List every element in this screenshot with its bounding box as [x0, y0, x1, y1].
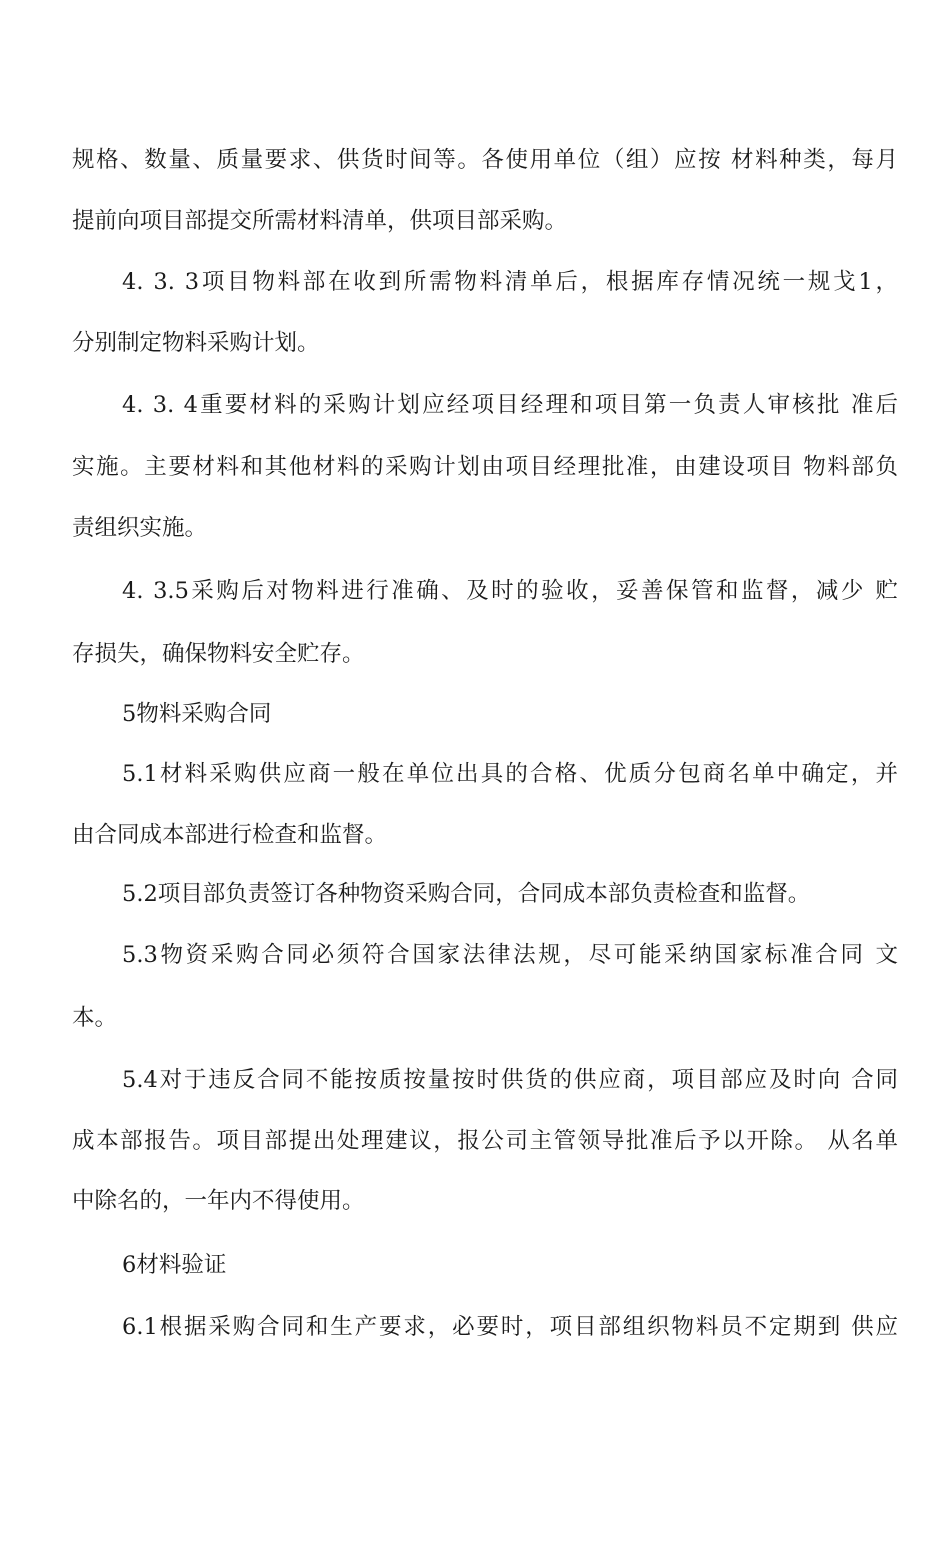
text-line: 5.4对于违反合同不能按质按量按时供货的供应商，项目部应及时向 合同 — [122, 1067, 898, 1093]
text-line: 5.3物资采购合同必须符合国家法律法规，尽可能采纳国家标准合同 文 — [122, 942, 898, 968]
section-heading: 5物料采购合同 — [122, 701, 272, 727]
text-line: 提前向项目部提交所需材料清单，供项目部采购。 — [72, 208, 568, 234]
text-line: 责组织实施。 — [72, 515, 208, 541]
text-line: 5.2项目部负责签订各种物资采购合同，合同成本部负责检查和监督。 — [122, 881, 811, 907]
text-line: 存损失，确保物料安全贮存。 — [72, 641, 365, 667]
text-line: 由合同成本部进行检查和监督。 — [72, 822, 388, 848]
text-line: 5.1材料采购供应商一般在单位出具的合格、优质分包商名单中确定，并 — [122, 761, 898, 787]
text-line: 4. 3. 3项目物料部在收到所需物料清单后，根据库存情况统一规戈1， — [122, 269, 898, 295]
text-line: 4. 3.5采购后对物料进行准确、及时的验收，妥善保管和监督，减少 贮 — [122, 578, 898, 604]
text-line: 成本部报告。项目部提出处理建议，报公司主管领导批准后予以开除。 从名单 — [72, 1128, 898, 1154]
text-line: 实施。主要材料和其他材料的采购计划由项目经理批准，由建设项目 物料部负 — [72, 454, 898, 480]
section-heading: 6材料验证 — [122, 1252, 227, 1278]
text-line: 6.1根据采购合同和生产要求，必要时，项目部组织物料员不定期到 供应 — [122, 1314, 898, 1340]
text-line: 分别制定物料采购计划。 — [72, 330, 320, 356]
text-line: 本。 — [72, 1005, 118, 1031]
text-line: 规格、数量、质量要求、供货时间等。各使用单位（组）应按 材料种类，每月 — [72, 147, 898, 173]
text-line: 4. 3. 4重要材料的采购计划应经项目经理和项目第一负责人审核批 准后 — [122, 392, 898, 418]
text-line: 中除名的，一年内不得使用。 — [72, 1188, 365, 1214]
